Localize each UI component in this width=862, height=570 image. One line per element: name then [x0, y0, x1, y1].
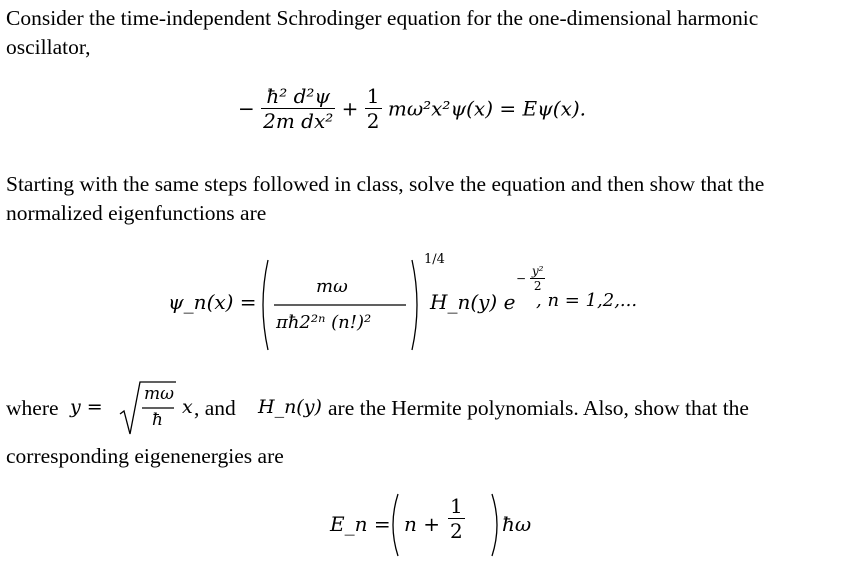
where-hn: H_n(y)	[258, 396, 322, 418]
eq2-exp-numerator: y²	[531, 264, 544, 278]
eq2-power: 1/4	[424, 252, 445, 267]
eq1-rest: mω²x²ψ(x) = Eψ(x).	[387, 96, 587, 121]
eq3-n-plus: n +	[404, 512, 440, 536]
eq3-hbar-omega: ħω	[502, 512, 532, 536]
eq2-lhs: ψ_n(x) =	[168, 290, 257, 314]
eq1-plus: +	[341, 96, 359, 121]
eq1-frac1-numerator: ħ² d²ψ	[266, 84, 331, 108]
middle-line-1: Starting with the same steps followed in class, solve the equation and then show that the	[6, 172, 765, 196]
where-line	[6, 378, 856, 438]
middle-line-2: normalized eigenfunctions are	[6, 201, 267, 225]
eq3-left-paren	[393, 494, 398, 556]
eq1-minus: −	[238, 96, 255, 121]
eq2-range: , n = 1,2,...	[536, 290, 638, 311]
eigenenergy-equation	[330, 490, 550, 560]
eq2-exp-denominator: 2	[533, 279, 542, 293]
eq2-exponent	[516, 264, 545, 293]
eq1-fraction-1	[261, 84, 335, 133]
intro-line-1: Consider the time-independent Schrodinger equation for the one-dimensional harmonic	[6, 6, 759, 30]
where-y-eq: y =	[70, 396, 103, 418]
eq2-frac-numerator: mω	[316, 276, 348, 297]
eq2-frac-denominator: πħ2²ⁿ (n!)²	[276, 312, 372, 333]
where-line-2: corresponding eigenenergies are	[6, 444, 284, 468]
where-tail: are the Hermite polynomials. Also, show that the	[328, 396, 749, 420]
eq2-right-paren	[412, 260, 417, 350]
sqrt-denominator: ħ	[152, 410, 163, 430]
intro-line-2: oscillator,	[6, 35, 91, 59]
schrodinger-equation	[238, 84, 586, 148]
eq1-frac2-numerator: 1	[366, 84, 380, 108]
eq3-frac-numerator: 1	[450, 494, 463, 518]
eq3-frac-denominator: 2	[450, 519, 463, 543]
eq3-right-paren	[492, 494, 497, 556]
where-x: x	[182, 396, 193, 418]
eq1-fraction-2	[365, 84, 382, 133]
eq2-exp-minus: −	[516, 271, 527, 286]
eq3-lhs: E_n =	[330, 512, 391, 536]
eq2-left-paren	[263, 260, 268, 350]
where-and: , and	[194, 396, 236, 420]
where-lead: where	[6, 396, 59, 420]
eq2-parenthesized-fraction	[260, 250, 420, 360]
sqrt-numerator: mω	[144, 384, 174, 404]
eigenfunction-equation	[168, 250, 688, 360]
eq2-hermite: H_n(y) e	[430, 290, 516, 314]
eq3-fraction	[448, 494, 465, 543]
eq1-frac2-denominator: 2	[366, 109, 380, 133]
eq1-frac1-denominator: 2m dx²	[263, 109, 334, 133]
eq2-exp-fraction	[530, 264, 546, 293]
